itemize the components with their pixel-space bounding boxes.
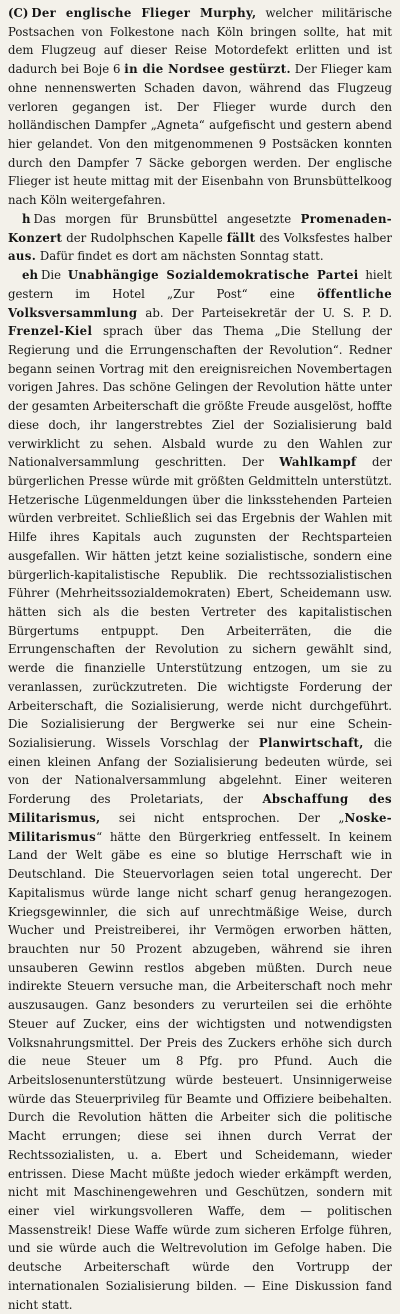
body-text: der bürgerlichen Presse würde mit größten Geldmitteln unterstützt. Hetzerische Lügenmeldungen über die linksstehenden Parteien würden verbreitet. Schließlich sei das Ergebnis der Wahlen mit Hilfe ihres Kapitals auch zugunsten der Rechtsparteien ausgefallen. Wir hätten jetzt keine sozialistische, sondern eine bürgerlich-kapitalistische Republik. Die rechtssozialistischen Führer (Mehrheitssozialdemokraten) Ebert, Scheidemann usw. hätten sich als die besten Vertreter des kapitalistischen Bürgertums entpuppt. Den Arbeiterräten, die die Errungenschaften der Revolution zu sichern gewählt sind, werde die finanzielle Unterstützung entzogen, um sie zu veranlassen, zurückzutreten. Die wichtigste Forderung der Arbeiterschaft, die Sozialisierung, werde nicht durchgeführt. Die Sozialisierung der Bergwerke sei nur eine Schein-Sozialisierung. Wissels Vorschlag der bbox=[8, 455, 392, 751]
news-marker: (C) bbox=[8, 6, 29, 20]
bold-text: Frenzel-Kiel bbox=[8, 324, 93, 339]
articles-list bbox=[8, 4, 392, 1314]
bold-text: Promenaden-Konzert bbox=[8, 211, 392, 245]
news-marker: h bbox=[22, 211, 31, 226]
body-text: “ hätte den Bürgerkrieg entfesselt. In keinem Land der Welt gäbe es eine so blutige Herrschaft wie in Deutschland. Die Steuervorlagen seien total ungerecht. Der Kapitalismus würde lange nicht scharf genug herangezogen. Kriegsgewinnler, die sich auf unrechtmäßige Weise, durch Wucher und Preistreiberei, ihr Vermögen erworben hätten, brauchten nur 50 Prozent abzugeben, während sie ihren unsauberen Gewinn restlos abgeben müßten. Durch neue indirekte Steuern versuche man, die Arbeiterschaft noch mehr auszusaugen. Ganz besonders zu verurteilen sei die erhöhte Steuer auf Zucker, eins der wichtigsten und notwendigsten Volksnahrungsmittel. Der Preis des Zuckers erhöhe sich durch die neue Steuer um 8 Pfg. pro Pfund. Auch die Arbeitslosenunterstützung würde besteuert. Unsinnigerweise würde das Steuerprivileg für Beamte und Offiziere beibehalten. Durch die Revolution hätten die Arbeiter sich die politische Macht errungen; diese sei ihnen durch Verrat der Rechtssozialisten, u. a. Ebert und Scheidemann, wieder entrissen. Diese Macht müßte jedoch wieder erkämpft werden, nicht mit Maschinengewehren und Geschützen, sondern mit einer viel wirkungsvolleren Waffe, dem — politischen Massenstreik! Diese Waffe würde zum sicheren Erfolge führen, und sie würde auch die Weltrevolution im Gefolge haben. Die deutsche Arbeiterschaft würde den Vortrupp der internationalen Sozialisierung bilden. — Eine Diskussion fand nicht statt. bbox=[8, 829, 392, 1312]
bold-text: Der englische Flieger Murphy, bbox=[31, 6, 257, 20]
bold-text: öffentliche Volksversammlung bbox=[8, 286, 392, 320]
bold-text: aus. bbox=[8, 249, 37, 264]
bold-text: Wahlkampf bbox=[279, 455, 357, 470]
body-text: hielt gestern im Hotel „Zur Post“ eine bbox=[8, 268, 392, 301]
body-text: Die bbox=[40, 268, 68, 283]
news-marker: eh bbox=[22, 268, 38, 283]
news-paragraph bbox=[8, 4, 392, 210]
body-text: ab. Der Parteisekretär der U. S. P. D. bbox=[137, 305, 392, 320]
news-paragraph bbox=[8, 266, 392, 1314]
news-item bbox=[8, 266, 392, 1314]
body-text: welcher militärische Postsachen von Folkestone nach Köln bringen sollte, hat mit dem Flugzeug auf dieser Reise Motordefekt erlitten und ist dadurch bei Boje 6 bbox=[8, 6, 392, 77]
body-text: die einen kleinen Anfang der Sozialisierung bedeuten würde, sei von der Nationalversammlung abgelehnt. Einer weiteren Forderung des Proletariats, der bbox=[8, 736, 392, 807]
body-text: sei nicht entsprochen. Der „ bbox=[100, 810, 345, 825]
news-paragraph bbox=[8, 210, 392, 266]
body-text: Das morgen für Brunsbüttel angesetzte bbox=[33, 211, 301, 226]
body-text: Der Flieger kam ohne nennenswerten Schaden davon, während das Flugzeug verloren gegangen ist. Der Flieger wurde durch den holländischen Dampfer „Agneta“ aufgefischt und gestern abend hier gelandet. Von den mitgenommenen 9 Postsäcken konnten durch den Dampfer 7 Säcke geborgen werden. Der englische Flieger ist heute mittag mit der Eisenbahn von Brunsbüttelkoog nach Köln weitergefahren. bbox=[8, 62, 392, 208]
bold-text: Unabhängige Sozialdemokratische Partei bbox=[67, 268, 359, 283]
bold-text: Abschaffung des Militarismus, bbox=[8, 792, 392, 825]
body-text: sprach über das Thema „Die Stellung der Regierung und die Errungenschaften der Revolution“. Redner begann seinen Vortrag mit den ereignisreichen Novembertagen vorigen Jahres. Das schöne Gelingen der Revolution hätte unter der gesamten Arbeiterschaft die größte Freude ausgelöst, hoffte diese doch, ihr langerstrebtes Ziel der Sozialisierung bald verwirklicht zu sehen. Alsbald wurde zu den Wahlen zur Nationalversammlung geschritten. Der bbox=[8, 324, 392, 470]
body-text: des Volksfestes halber bbox=[255, 230, 392, 245]
bold-text: Noske-Militarismus bbox=[8, 810, 392, 844]
news-item bbox=[8, 210, 392, 266]
bold-text: in die Nordsee gestürzt. bbox=[124, 62, 291, 77]
body-text: Dafür findet es dort am nächsten Sonntag statt. bbox=[36, 249, 324, 264]
news-item bbox=[8, 4, 392, 210]
bold-text: Planwirtschaft, bbox=[258, 736, 364, 751]
bold-text: fällt bbox=[226, 230, 256, 245]
body-text: der Rudolphschen Kapelle bbox=[62, 230, 227, 245]
